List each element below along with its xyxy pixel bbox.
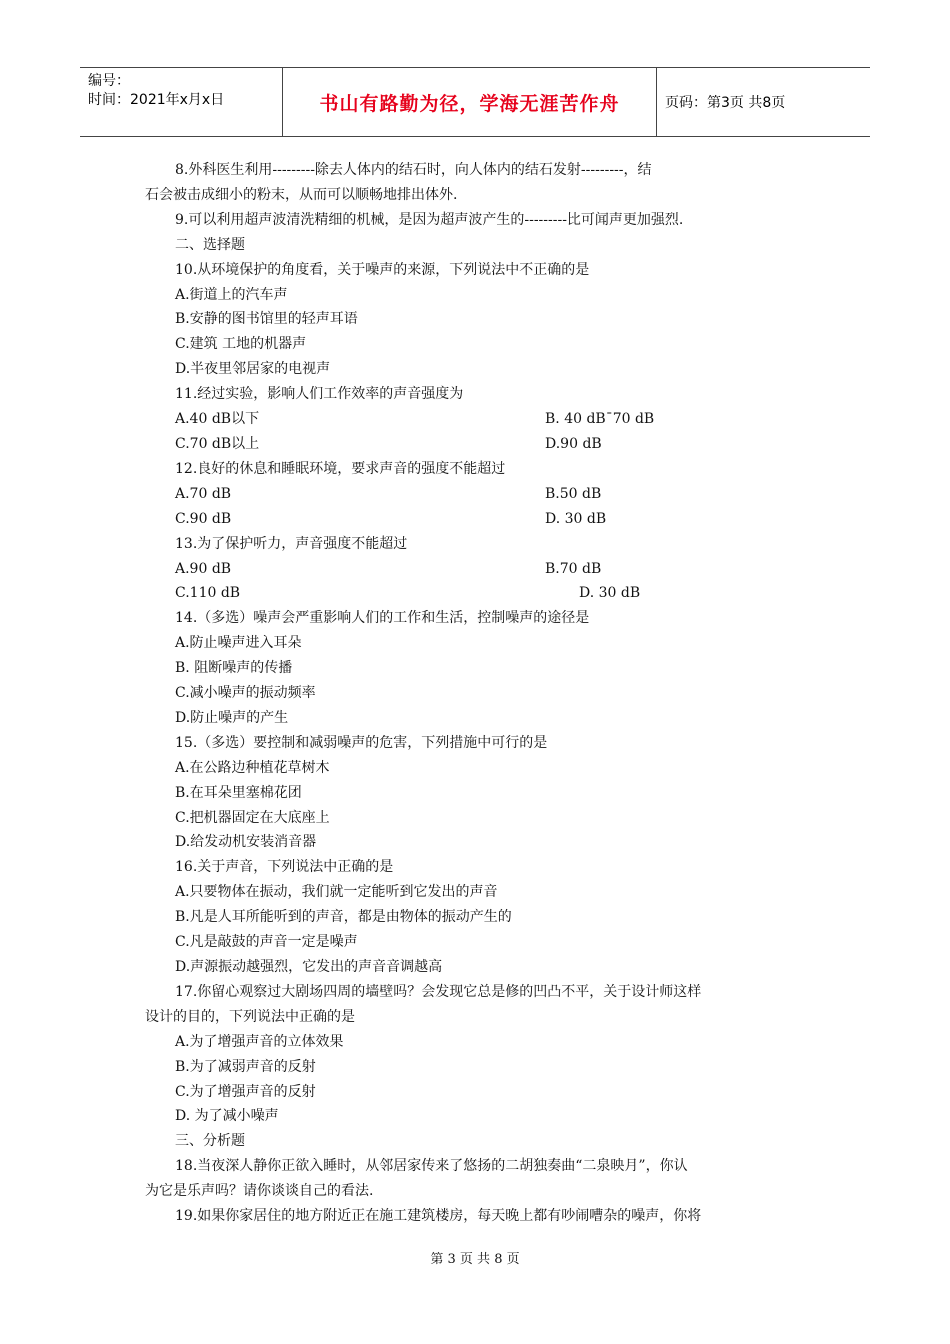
option-row	[145, 581, 815, 606]
option: D.防止噪声的产生	[175, 709, 289, 726]
option-row	[145, 482, 815, 507]
option: A.90 dB	[175, 560, 232, 577]
document-body	[145, 158, 815, 1229]
option: B. 40 dB¯70 dB	[545, 411, 655, 428]
page-header	[80, 67, 870, 137]
section-heading: 三、分析题	[175, 1133, 245, 1150]
option: C.建筑 工地的机器声	[175, 336, 307, 353]
option: B. 阻断噪声的传播	[175, 660, 293, 677]
option: B.50 dB	[545, 485, 602, 502]
option-row	[145, 557, 815, 582]
header-motto: 书山有路勤为径，学海无涯苦作舟	[319, 92, 620, 115]
question-12: 12.良好的休息和睡眠环境，要求声音的强度不能超过	[175, 460, 506, 477]
option: C.为了增强声音的反射	[175, 1083, 316, 1100]
question-18-line-1: 18.当夜深人静你正欲入睡时，从邻居家传来了悠扬的二胡独奏曲“二泉映月”，你认	[175, 1158, 688, 1175]
question-10: 10.从环境保护的角度看，关于噪声的来源，下列说法中不正确的是	[175, 261, 590, 278]
option: A.40 dB以下	[175, 411, 260, 428]
question-9: 9.可以利用超声波清洗精细的机械，是因为超声波产生的---------比可闻声更加强烈.	[175, 211, 684, 228]
option-row	[145, 407, 815, 432]
option: D. 为了减小噪声	[175, 1108, 279, 1125]
option: B.安静的图书馆里的轻声耳语	[175, 311, 358, 328]
page-footer: 第 3 页 共 8 页	[430, 1252, 520, 1267]
question-15: 15.（多选）要控制和减弱噪声的危害，下列措施中可行的是	[175, 734, 548, 751]
header-page-number: 页码：第3页 共8页	[665, 95, 786, 111]
question-16: 16.关于声音，下列说法中正确的是	[175, 859, 394, 876]
option: C.凡是敲鼓的声音一定是噪声	[175, 934, 358, 951]
option: C.把机器固定在大底座上	[175, 809, 330, 826]
option: D. 30 dB	[545, 510, 607, 527]
document-number: 编号：	[88, 73, 130, 89]
question-17-line-2: 设计的目的，下列说法中正确的是	[145, 1008, 355, 1025]
question-17-line-1: 17.你留心观察过大剧场四周的墙壁吗？会发现它总是修的凹凸不平，关于设计师这样	[175, 983, 702, 1000]
option: A.70 dB	[175, 485, 232, 502]
question-14: 14.（多选）噪声会严重影响人们的工作和生活，控制噪声的途径是	[175, 610, 590, 627]
option: C.减小噪声的振动频率	[175, 685, 316, 702]
option: C.90 dB	[175, 510, 232, 527]
option: D.给发动机安装消音器	[175, 834, 317, 851]
option: D.声源振动越强烈，它发出的声音音调越高	[175, 959, 443, 975]
header-divider	[656, 68, 657, 136]
option: A.在公路边种植花草树木	[175, 759, 330, 776]
option-row	[145, 507, 815, 532]
question-8-line-1: 8.外科医生利用---------除去人体内的结石时，向人体内的结石发射---------，结	[175, 162, 652, 178]
question-19-line-1: 19.如果你家居住的地方附近正在施工建筑楼房，每天晚上都有吵闹嘈杂的噪声，你将	[175, 1208, 702, 1225]
header-meta	[88, 72, 224, 110]
question-13: 13.为了保护听力，声音强度不能超过	[175, 535, 408, 552]
question-11: 11.经过实验，影响人们工作效率的声音强度为	[175, 386, 464, 403]
option: B.在耳朵里塞棉花团	[175, 784, 302, 801]
section-heading: 二、选择题	[175, 236, 245, 253]
document-date: 时间：2021年x月x日	[88, 92, 225, 108]
option: A.街道上的汽车声	[175, 286, 288, 303]
option: A.只要物体在振动，我们就一定能听到它发出的声音	[175, 884, 498, 901]
option: B.为了减弱声音的反射	[175, 1058, 316, 1075]
question-18-line-2: 为它是乐声吗？请你谈谈自己的看法.	[145, 1183, 374, 1200]
option: A.为了增强声音的立体效果	[175, 1033, 344, 1050]
option: A.防止噪声进入耳朵	[175, 635, 302, 652]
option: C.70 dB以上	[175, 435, 260, 452]
option: C.110 dB	[175, 585, 241, 602]
option: B.70 dB	[545, 560, 602, 577]
option: D.90 dB	[545, 435, 602, 452]
option-row	[145, 432, 815, 457]
question-8-line-2: 石会被击成细小的粉末，从而可以顺畅地排出体外.	[145, 186, 458, 203]
option: D.半夜里邻居家的电视声	[175, 361, 331, 378]
option: B.凡是人耳所能听到的声音，都是由物体的振动产生的	[175, 909, 512, 926]
option: D. 30 dB	[579, 585, 641, 602]
